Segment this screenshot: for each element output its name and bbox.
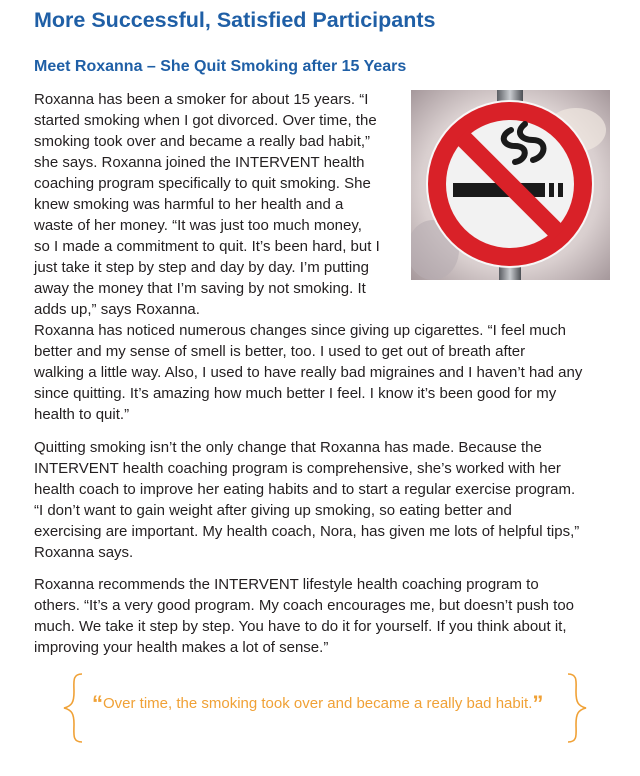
text-line: exercising are important. My health coach, Nora, has given me lots of helpful tips,”: [34, 523, 580, 540]
text-line: started smoking when I got divorced. Over time, the: [34, 112, 377, 129]
text-line: improving your health makes a lot of sense.”: [34, 639, 329, 656]
text-line: since quitting. It’s amazing how much better I feel. I know it’s been good for my: [34, 385, 557, 402]
text-line: walking a little way. Also, I used to have really bad migraines and I haven’t had any: [34, 364, 583, 381]
paragraph-4: [34, 574, 614, 658]
text-line: health to quit.”: [34, 406, 130, 423]
text-line: so I made a commitment to quit. It’s been hard, but I: [34, 238, 380, 255]
text-line: much. We take it step by step. You have to do it for yourself. If you think about it,: [34, 618, 567, 635]
text-line: waste of her money. “It was just too much money,: [34, 217, 362, 234]
pull-quote: [92, 691, 544, 716]
text-line: others. “It’s a very good program. My coach encourages me, but doesn’t push too: [34, 597, 575, 614]
close-quote-mark: ”: [532, 691, 544, 716]
paragraph-2: [34, 320, 614, 425]
text-line: she says. Roxanna joined the INTERVENT health: [34, 154, 365, 171]
text-line: Roxanna has been a smoker for about 15 years. “I: [34, 91, 369, 108]
text-line: coaching program specifically to quit smoking. She: [34, 175, 371, 192]
text-line: Roxanna says.: [34, 544, 134, 561]
right-brace-icon: [564, 672, 588, 744]
text-line: knew smoking was harmful to her health and a: [34, 196, 344, 213]
left-brace-icon: [62, 672, 86, 744]
paragraph-1: [34, 89, 414, 320]
text-line: Quitting smoking isn’t the only change that Roxanna has made. Because the: [34, 439, 542, 456]
text-line: just take it step by step and day by day. I’m putting: [34, 259, 369, 276]
article-subtitle: Meet Roxanna – She Quit Smoking after 15 Years: [34, 58, 407, 75]
no-smoking-photo: [411, 90, 610, 280]
paragraph-3: [34, 437, 614, 563]
text-line: Roxanna has noticed numerous changes since giving up cigarettes. “I feel much: [34, 322, 566, 339]
text-line: smoking took over and became a really bad habit,”: [34, 133, 371, 150]
no-smoking-sign-icon: [411, 90, 610, 280]
page-title: More Successful, Satisfied Participants: [34, 8, 436, 32]
open-quote-mark: “: [92, 691, 103, 716]
pull-quote-block: [62, 672, 588, 744]
text-line: adds up,” says Roxanna.: [34, 301, 200, 318]
text-line: better and my sense of smell is better, too. I used to get out of breath after: [34, 343, 526, 360]
text-line: INTERVENT health coaching program is comprehensive, she’s worked with her: [34, 460, 561, 477]
text-line: “I don’t want to gain weight after giving up smoking, so eating better and: [34, 502, 512, 519]
pull-quote-text: Over time, the smoking took over and became a really bad habit.: [103, 695, 533, 712]
text-line: health coach to improve her eating habits and to start a regular exercise program.: [34, 481, 576, 498]
text-line: away the money that I’m saving by not smoking. It: [34, 280, 366, 297]
text-line: Roxanna recommends the INTERVENT lifestyle health coaching program to: [34, 576, 539, 593]
